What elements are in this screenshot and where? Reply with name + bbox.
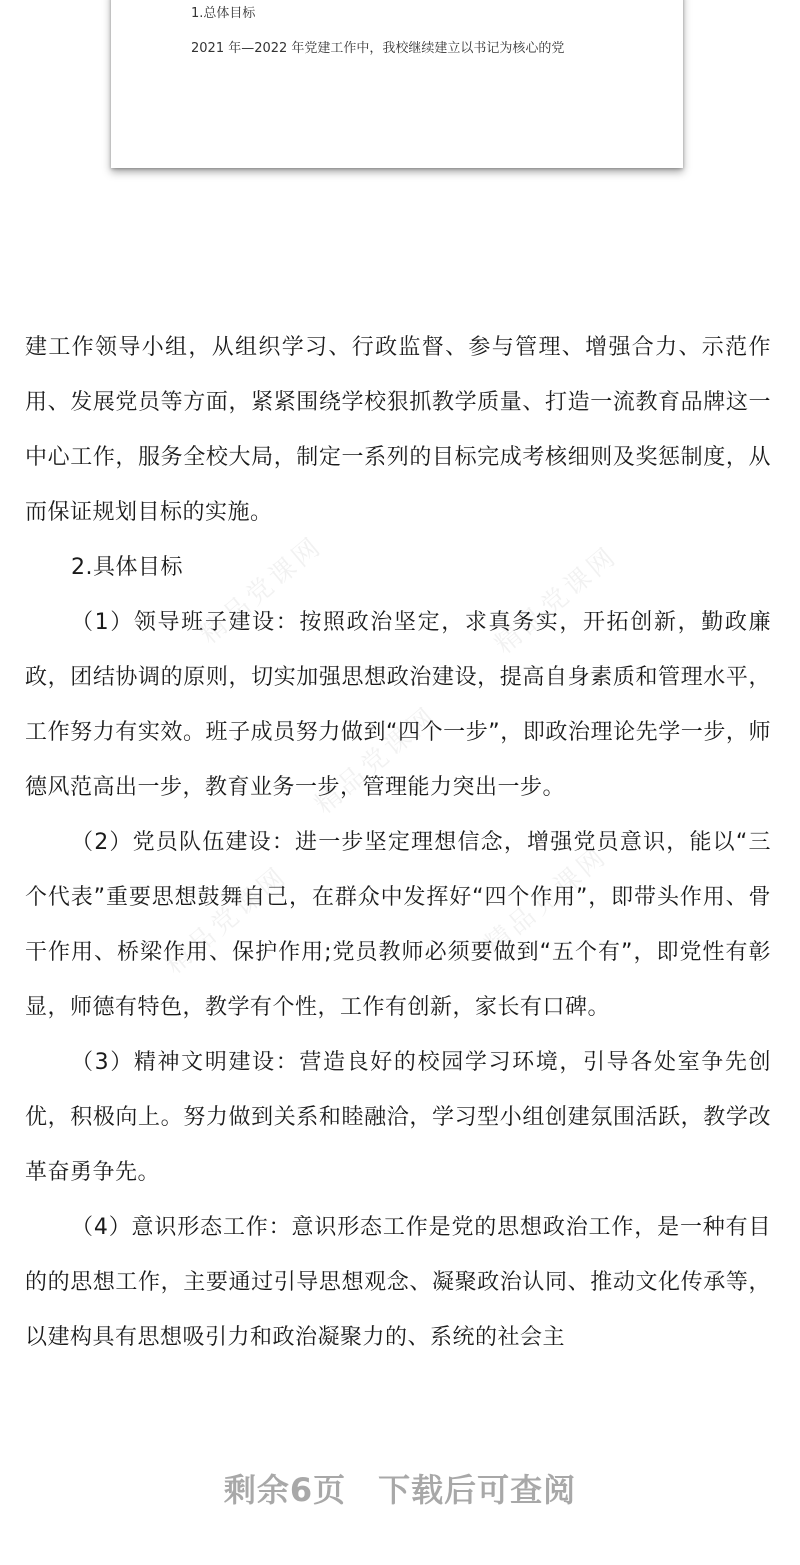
paragraph-leadership-building: （1）领导班子建设：按照政治坚定，求真务实，开拓创新，勤政廉政，团结协调的原则，切实加强思想政治建设，提高自身素质和管理水平，工作努力有实效。班子成员努力做到“四个一步”，即政治理论先学一步，师德风范高出一步，教育业务一步，管理能力突出一步。 [25,610,771,800]
download-to-read-more-button[interactable] [0,1465,800,1511]
preview-first-line: 2021 年—2022 年党建工作中，我校继续建立以书记为核心的党 [191,41,565,56]
document-preview-card [111,0,683,168]
remaining-pages-label: 剩余6页 [223,1471,347,1509]
paragraph-spiritual-civilization: （3）精神文明建设：营造良好的校园学习环境，引导各处室争先创优，积极向上。努力做到关系和睦融洽，学习型小组创建氛围活跃，教学改革奋勇争先。 [25,1050,771,1185]
watermark: 精品党课网 [159,860,294,981]
watermark: 精品党课网 [489,540,624,661]
document-body [25,320,771,1365]
watermark: 精品党课网 [309,700,444,821]
section-heading-specific-goals: 2.具体目标 [71,555,183,580]
section-heading-overall-goal: 1.总体目标 [191,6,256,21]
watermark: 精品党课网 [479,840,614,961]
paragraph-ideology-work: （4）意识形态工作：意识形态工作是党的思想政治工作，是一种有目的的思想工作，主要通过引导思想观念、凝聚政治认同、推动文化传承等，以建构具有思想吸引力和政治凝聚力的、系统的社会主 [25,1215,771,1350]
download-hint-label: 下载后可查阅 [378,1471,577,1509]
watermark: 精品党课网 [194,530,329,651]
paragraph-overall-goal-continued: 建工作领导小组，从组织学习、行政监督、参与管理、增强合力、示范作用、发展党员等方面，紧紧围绕学校狠抓教学质量、打造一流教育品牌这一中心工作，服务全校大局，制定一系列的目标完成考核细则及奖惩制度，从而保证规划目标的实施。 [25,335,771,525]
paragraph-party-member-building: （2）党员队伍建设：进一步坚定理想信念，增强党员意识，能以“三个代表”重要思想鼓舞自己，在群众中发挥好“四个作用”，即带头作用、骨干作用、桥梁作用、保护作用;党员教师必须要做到“五个有”，即党性有彰显，师德有特色，教学有个性，工作有创新，家长有口碑。 [25,830,771,1020]
